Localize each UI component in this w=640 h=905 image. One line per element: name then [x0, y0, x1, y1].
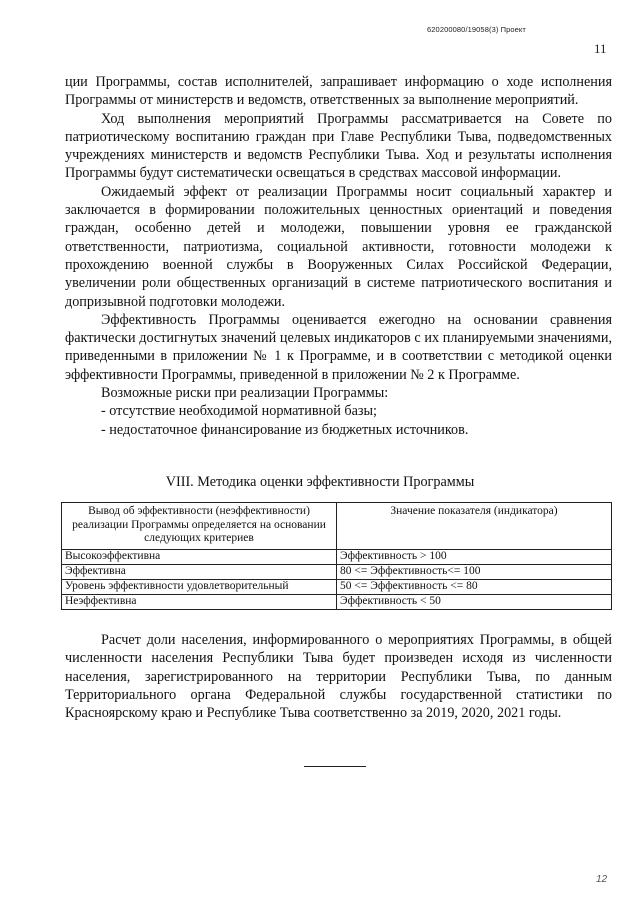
- handwritten-mark: 12: [596, 874, 608, 885]
- table-cell: Эффективность > 100: [337, 550, 612, 565]
- section-title: VIII. Методика оценки эффективности Программы: [165, 474, 475, 490]
- page-number: 11: [594, 41, 607, 56]
- table-cell: Неэффективна: [62, 595, 337, 610]
- paragraph: ции Программы, состав исполнителей, запрашивает информацию о ходе исполнения Программы от министерств и ведомств, ответственных за выполнение мероприятий.: [65, 74, 612, 109]
- risk-item: - отсутствие необходимой нормативной базы;: [101, 403, 377, 420]
- table-header-row: [62, 503, 612, 550]
- table-cell: Уровень эффективности удовлетворительный: [62, 580, 337, 595]
- table-cell: 50 <= Эффективность <= 80: [337, 580, 612, 595]
- closing-text: [65, 631, 612, 722]
- risks-intro: Возможные риски при реализации Программы:: [101, 385, 389, 402]
- table-header-criteria: Вывод об эффективности (неэффективности) реализации Программы определяется на основании следующих критериев: [62, 503, 337, 550]
- table-row: [62, 580, 612, 595]
- table-row: [62, 565, 612, 580]
- paragraph: Ожидаемый эффект от реализации Программы носит социальный характер и заключается в формировании положительных ценностных ориентаций и поведения граждан, особенно детей и молодежи, повышении уровня ее гражданской ответственности, патриотизма, социальной активности, готовности молодежи к прохождению военной службы в Вооруженных Силах Российской Федерации, увеличении роли общественных организаций в системе патриотического воспитания и допризывной подготовки молодежи.: [65, 183, 612, 310]
- table-row: [62, 595, 612, 610]
- table-cell: Высокоэффективна: [62, 550, 337, 565]
- paragraph: Ход выполнения мероприятий Программы рассматривается на Совете по патриотическому воспитанию граждан при Главе Республики Тыва, подведомственных учреждениях министерств и ведомств Республики Тыва. Ход и результаты исполнения Программы будут систематически освещаться в средствах массовой информации.: [65, 110, 612, 182]
- criteria-table: [61, 502, 612, 610]
- table-header-value: Значение показателя (индикатора): [337, 503, 612, 550]
- body-text: [65, 73, 612, 439]
- table-row: [62, 550, 612, 565]
- risk-item: - недостаточное финансирование из бюджетных источников.: [101, 421, 469, 438]
- table-cell: 80 <= Эффективность<= 100: [337, 565, 612, 580]
- table-cell: Эффективна: [62, 565, 337, 580]
- paragraph: Эффективность Программы оценивается ежегодно на основании сравнения фактически достигнутых значений целевых индикаторов с их планируемыми значениями, приведенными в приложении № 1 к Программе, и в соответствии с методикой оценки эффективности Программы, приведенной в приложении № 2 к Программе.: [65, 311, 612, 383]
- table-cell: Эффективность < 50: [337, 595, 612, 610]
- document-id: 620200080/19058(3) Проект: [427, 25, 526, 34]
- paragraph: Расчет доли населения, информированного о мероприятиях Программы, в общей численности населения Республики Тыва будет произведен исходя из численности населения, зарегистрированного на территории Республики Тыва, по данным Территориального органа Федеральной службы государственной статистики по Красноярскому краю и Республике Тыва соответственно за 2019, 2020, 2021 годы.: [65, 632, 612, 722]
- end-separator: [304, 766, 366, 767]
